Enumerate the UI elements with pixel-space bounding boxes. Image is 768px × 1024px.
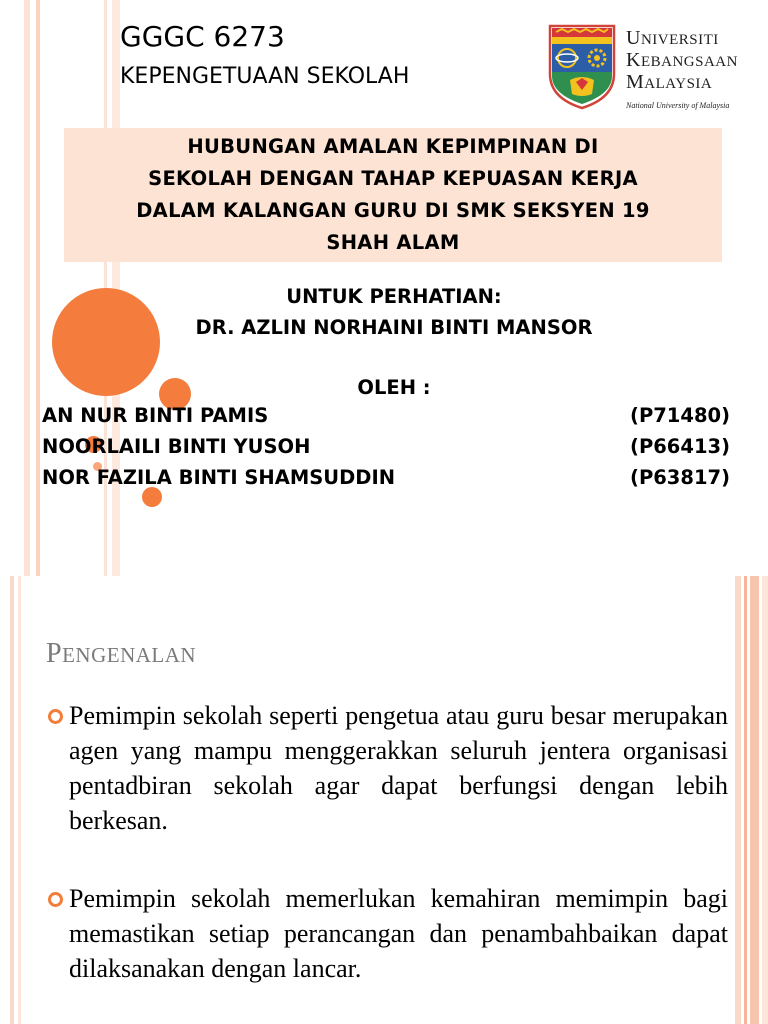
decor-stripe — [735, 576, 741, 1024]
list-item — [48, 881, 728, 986]
content-slide — [0, 576, 768, 1024]
logo-line: KEBANGSAAN — [626, 49, 738, 71]
logo-line: MALAYSIA — [626, 71, 713, 93]
presentation-title: HUBUNGAN AMALAN KEPIMPINAN DI SEKOLAH DENGAN TAHAP KEPUASAN KERJA DALAM KALANGAN GURU DI SMK SEKSYEN 19 SHAH ALAM — [136, 135, 650, 254]
bullet-text: Pemimpin sekolah seperti pengetua atau guru besar merupakan agen yang mampu menggerakkan seluruh jentera organisasi pentadbiran sekolah agar dapat berfungsi dengan lebih berkesan. — [69, 701, 728, 835]
decor-stripe — [750, 576, 759, 1024]
decor-circle-small — [142, 487, 162, 507]
course-name: KEPENGETUAAN SEKOLAH — [120, 64, 410, 89]
author-row — [42, 435, 730, 458]
university-logo — [546, 24, 746, 110]
author-name: NOR FAZILA BINTI SHAMSUDDIN — [42, 466, 396, 489]
course-code: GGGC 6273 — [120, 20, 285, 53]
decor-stripe — [18, 576, 21, 1024]
bullet-ring-icon — [48, 709, 63, 724]
decor-stripe — [762, 576, 768, 1024]
ukm-crest-icon — [546, 24, 618, 110]
author-id: (P66413) — [630, 435, 730, 458]
logo-line: UNIVERSITI — [626, 27, 719, 49]
author-row — [42, 404, 730, 427]
logo-wordmark — [626, 28, 751, 116]
author-name: AN NUR BINTI PAMIS — [42, 404, 269, 427]
logo-tagline: National University of Malaysia — [626, 101, 730, 110]
decor-stripe — [744, 576, 747, 1024]
decor-stripe — [36, 0, 40, 576]
decor-stripe — [24, 0, 30, 576]
author-id: (P63817) — [630, 466, 730, 489]
section-heading: PENGENALAN — [46, 638, 197, 669]
author-id: (P71480) — [630, 404, 730, 427]
by-label: OLEH : — [357, 376, 431, 399]
author-row — [42, 466, 730, 489]
bullet-text: Pemimpin sekolah memerlukan kemahiran memimpin bagi memastikan setiap perancangan dan penambahbaikan dapat dilaksanakan dengan lancar. — [69, 884, 728, 983]
attention-label: UNTUK PERHATIAN: — [286, 285, 502, 308]
bullet-ring-icon — [48, 892, 63, 907]
list-item — [48, 698, 728, 838]
lecturer-name: DR. AZLIN NORHAINI BINTI MANSOR — [195, 316, 593, 339]
presentation-title-box — [64, 128, 722, 262]
author-name: NOORLAILI BINTI YUSOH — [42, 435, 311, 458]
decor-stripe — [10, 576, 14, 1024]
